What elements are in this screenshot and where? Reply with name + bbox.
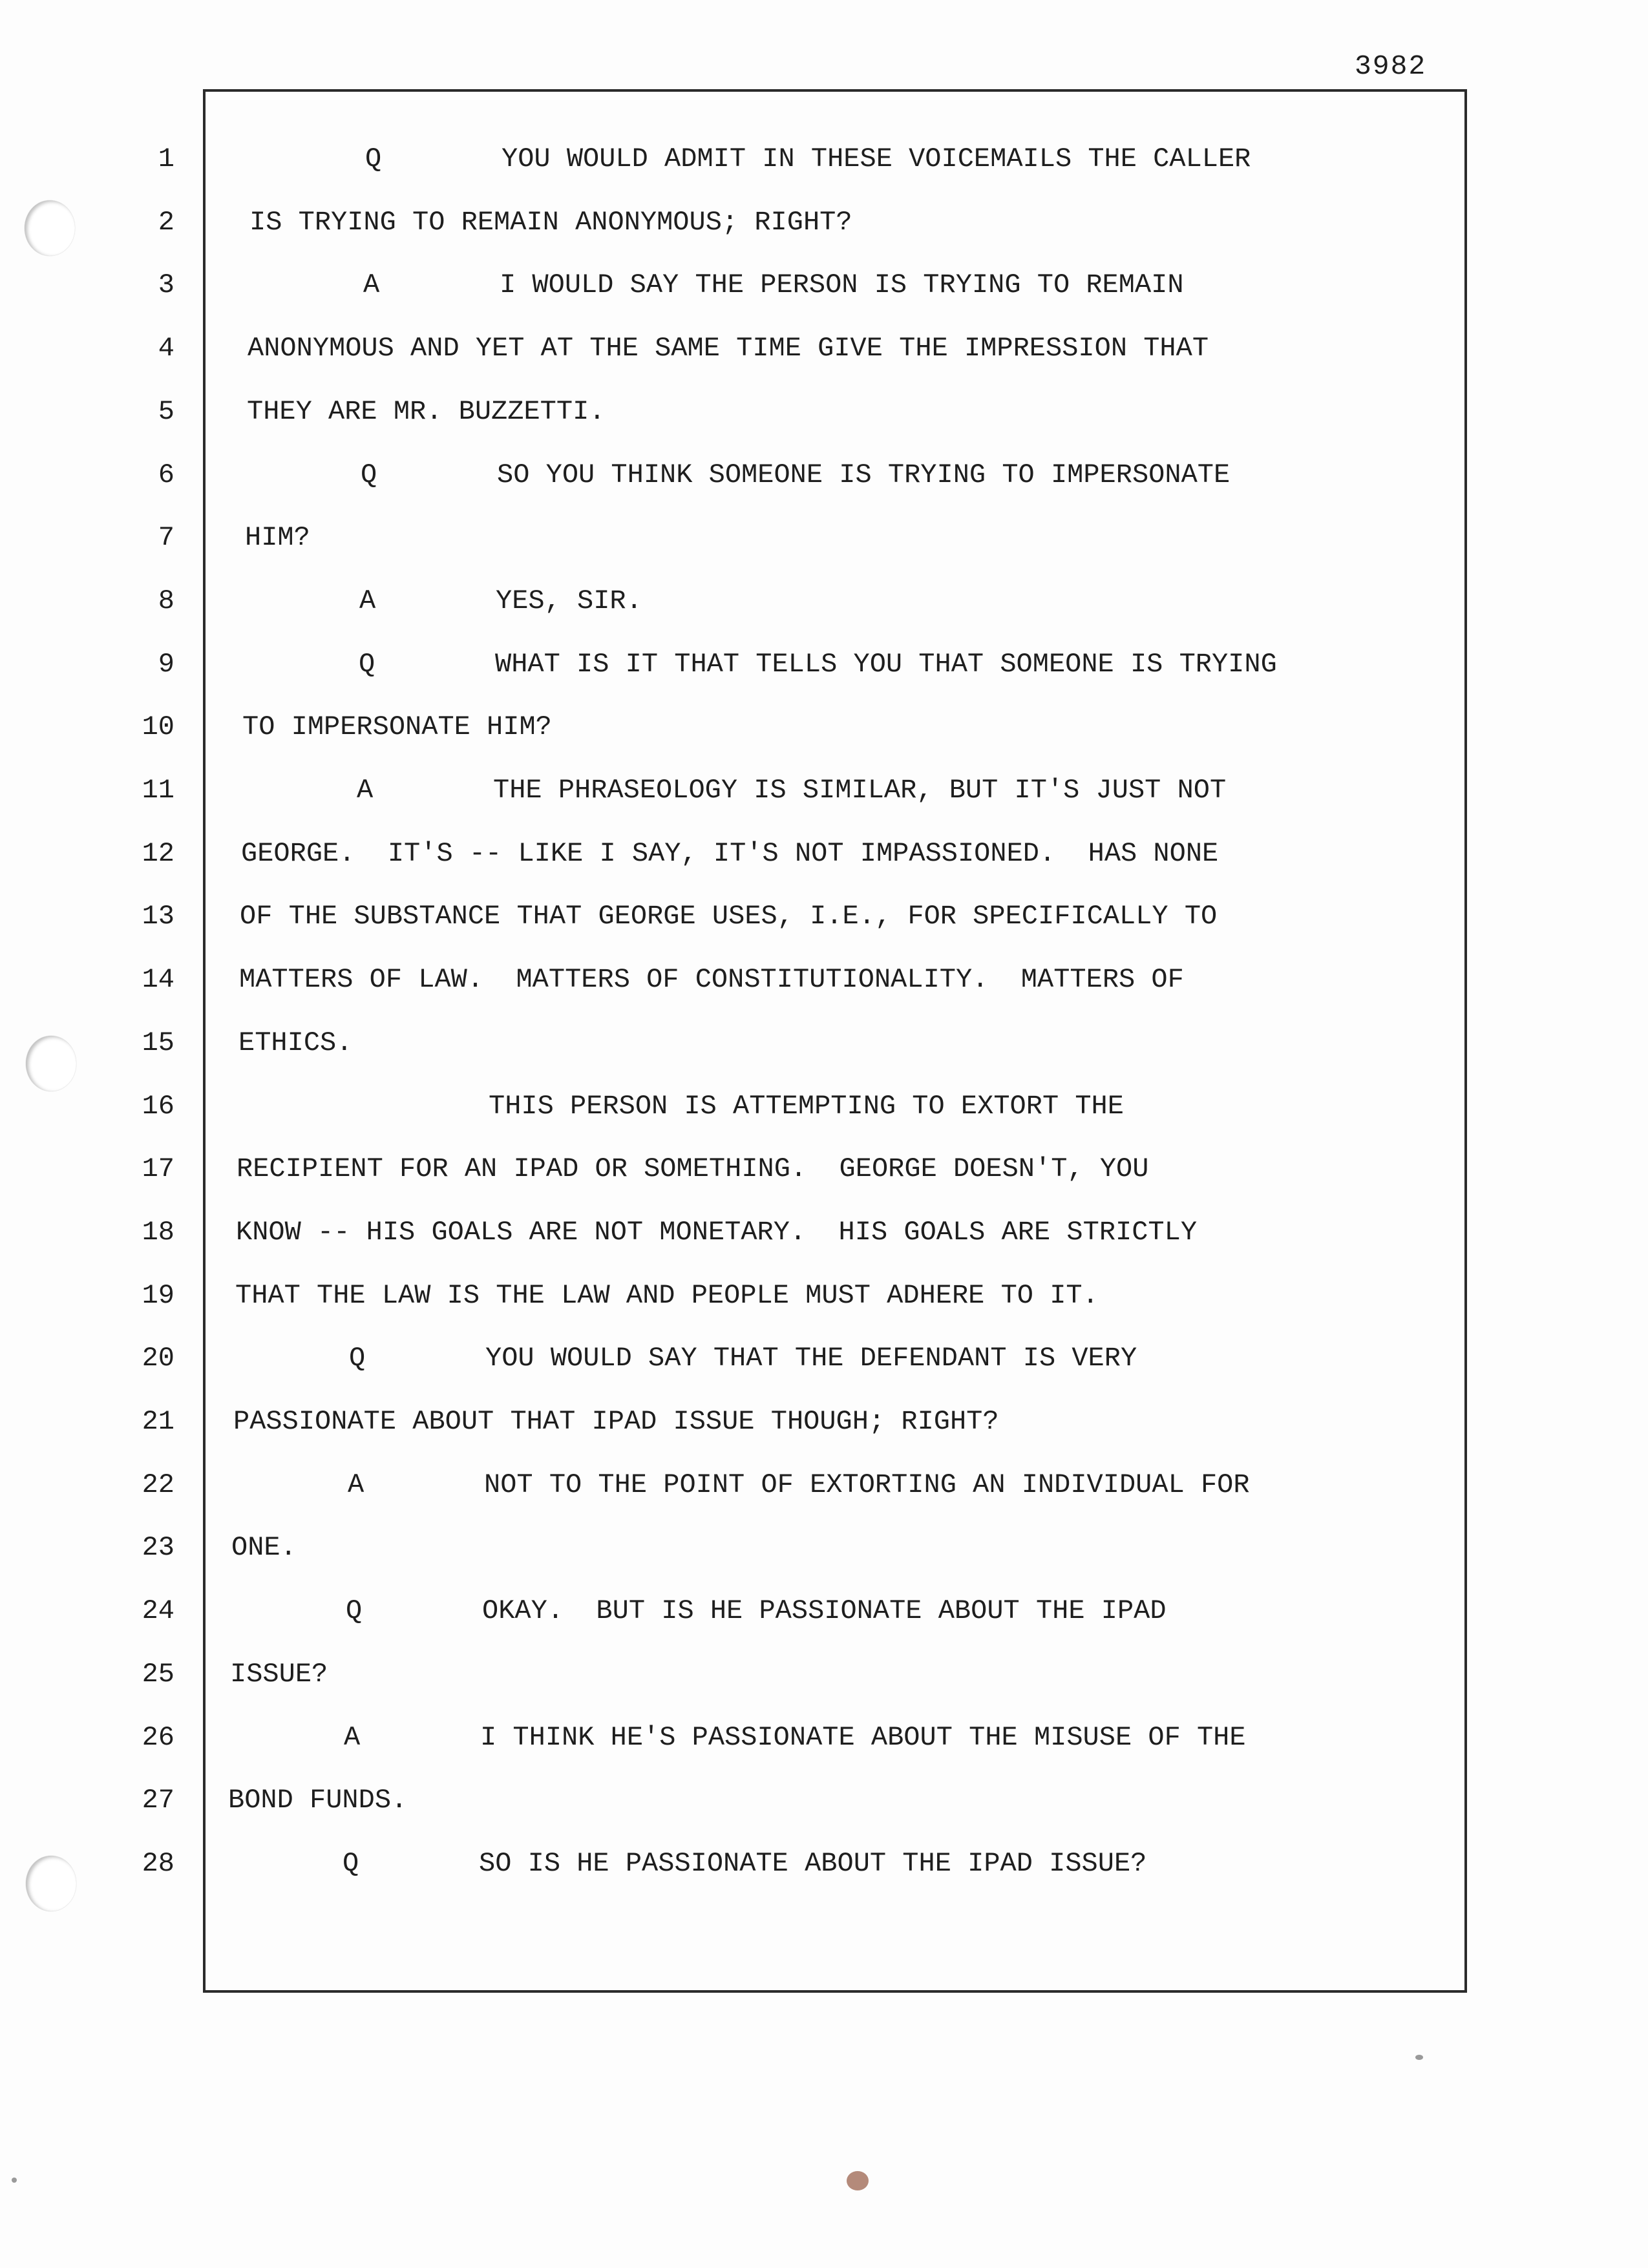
line-number: 4 [158,333,174,364]
line-number: 23 [142,1532,174,1564]
line-number: 10 [142,711,174,743]
line-number: 17 [142,1153,174,1185]
line-number: 25 [142,1658,174,1690]
line-text: HIM? [245,522,310,554]
line-number: 8 [158,585,174,616]
binder-hole-top [25,200,75,256]
speaker-label: A [348,1469,364,1500]
line-number: 26 [142,1721,174,1753]
line-text: OF THE SUBSTANCE THAT GEORGE USES, I.E., FOR SPECIFICALLY TO [240,901,1218,932]
line-number: 21 [142,1406,174,1437]
line-text: SO IS HE PASSIONATE ABOUT THE IPAD ISSUE? [479,1847,1147,1879]
line-number: 14 [142,964,174,996]
line-text: NOT TO THE POINT OF EXTORTING AN INDIVIDUAL FOR [484,1469,1250,1500]
transcript-frame [203,89,1467,1993]
line-text: GEORGE. IT'S -- LIKE I SAY, IT'S NOT IMPASSIONED. HAS NONE [241,837,1219,869]
line-text: I THINK HE'S PASSIONATE ABOUT THE MISUSE OF THE [480,1721,1246,1753]
line-text: PASSIONATE ABOUT THAT IPAD ISSUE THOUGH; RIGHT? [233,1406,999,1437]
speaker-label: A [357,775,374,806]
line-text: WHAT IS IT THAT TELLS YOU THAT SOMEONE IS TRYING [495,648,1277,680]
line-number: 22 [142,1469,174,1500]
page-number: 3982 [1355,50,1427,82]
speaker-label: Q [349,1343,366,1374]
speaker-label: Q [359,648,375,680]
line-number: 15 [142,1027,174,1058]
paper-speck [12,2178,17,2183]
binder-hole-middle [26,1036,76,1091]
line-number: 12 [142,837,174,869]
line-number: 11 [142,775,174,806]
line-number: 3 [158,269,174,301]
line-text: ONE. [231,1532,297,1564]
line-text: THEY ARE MR. BUZZETTI. [247,395,606,427]
speaker-label: Q [343,1847,359,1879]
line-number: 16 [142,1090,174,1122]
line-number: 27 [142,1785,174,1816]
paper-speck [847,2171,869,2190]
line-text: SO YOU THINK SOMEONE IS TRYING TO IMPERSONATE [497,459,1231,490]
line-number: 9 [158,648,174,680]
line-text: MATTERS OF LAW. MATTERS OF CONSTITUTIONALITY. MATTERS OF [239,964,1184,996]
line-text: IS TRYING TO REMAIN ANONYMOUS; RIGHT? [249,206,852,238]
line-number: 1 [158,143,174,174]
line-text: YES, SIR. [496,585,642,616]
speaker-label: A [359,585,376,616]
line-text: ISSUE? [230,1658,328,1690]
speaker-label: A [344,1721,361,1753]
line-text: ETHICS. [238,1027,353,1058]
line-number: 20 [142,1343,174,1374]
line-text: YOU WOULD ADMIT IN THESE VOICEMAILS THE CALLER [502,143,1251,174]
speaker-label: Q [361,459,377,490]
line-number: 19 [142,1279,174,1311]
line-text: RECIPIENT FOR AN IPAD OR SOMETHING. GEORGE DOESN'T, YOU [237,1153,1149,1185]
line-text: BOND FUNDS. [228,1785,408,1816]
speaker-label: A [363,269,380,301]
line-text: TO IMPERSONATE HIM? [242,711,552,743]
line-number: 13 [142,901,174,932]
line-text: YOU WOULD SAY THAT THE DEFENDANT IS VERY [485,1343,1137,1374]
speaker-label: Q [346,1595,363,1627]
line-number: 18 [142,1216,174,1248]
line-text: THAT THE LAW IS THE LAW AND PEOPLE MUST ADHERE TO IT. [235,1279,1099,1311]
line-text: THIS PERSON IS ATTEMPTING TO EXTORT THE [489,1090,1124,1122]
line-text: KNOW -- HIS GOALS ARE NOT MONETARY. HIS GOALS ARE STRICTLY [236,1216,1198,1248]
line-text: THE PHRASEOLOGY IS SIMILAR, BUT IT'S JUST NOT [493,775,1227,806]
line-text: I WOULD SAY THE PERSON IS TRYING TO REMAIN [500,269,1184,301]
line-text: OKAY. BUT IS HE PASSIONATE ABOUT THE IPAD [482,1595,1167,1627]
binder-hole-bottom [26,1856,76,1911]
line-number: 28 [142,1847,174,1879]
line-number: 5 [158,395,174,427]
line-text: ANONYMOUS AND YET AT THE SAME TIME GIVE THE IMPRESSION THAT [248,333,1209,364]
speaker-label: Q [365,143,382,174]
line-number: 6 [158,459,174,490]
line-number: 2 [158,206,174,238]
line-number: 24 [142,1595,174,1627]
line-number: 7 [158,522,174,554]
paper-speck [1415,2055,1423,2060]
